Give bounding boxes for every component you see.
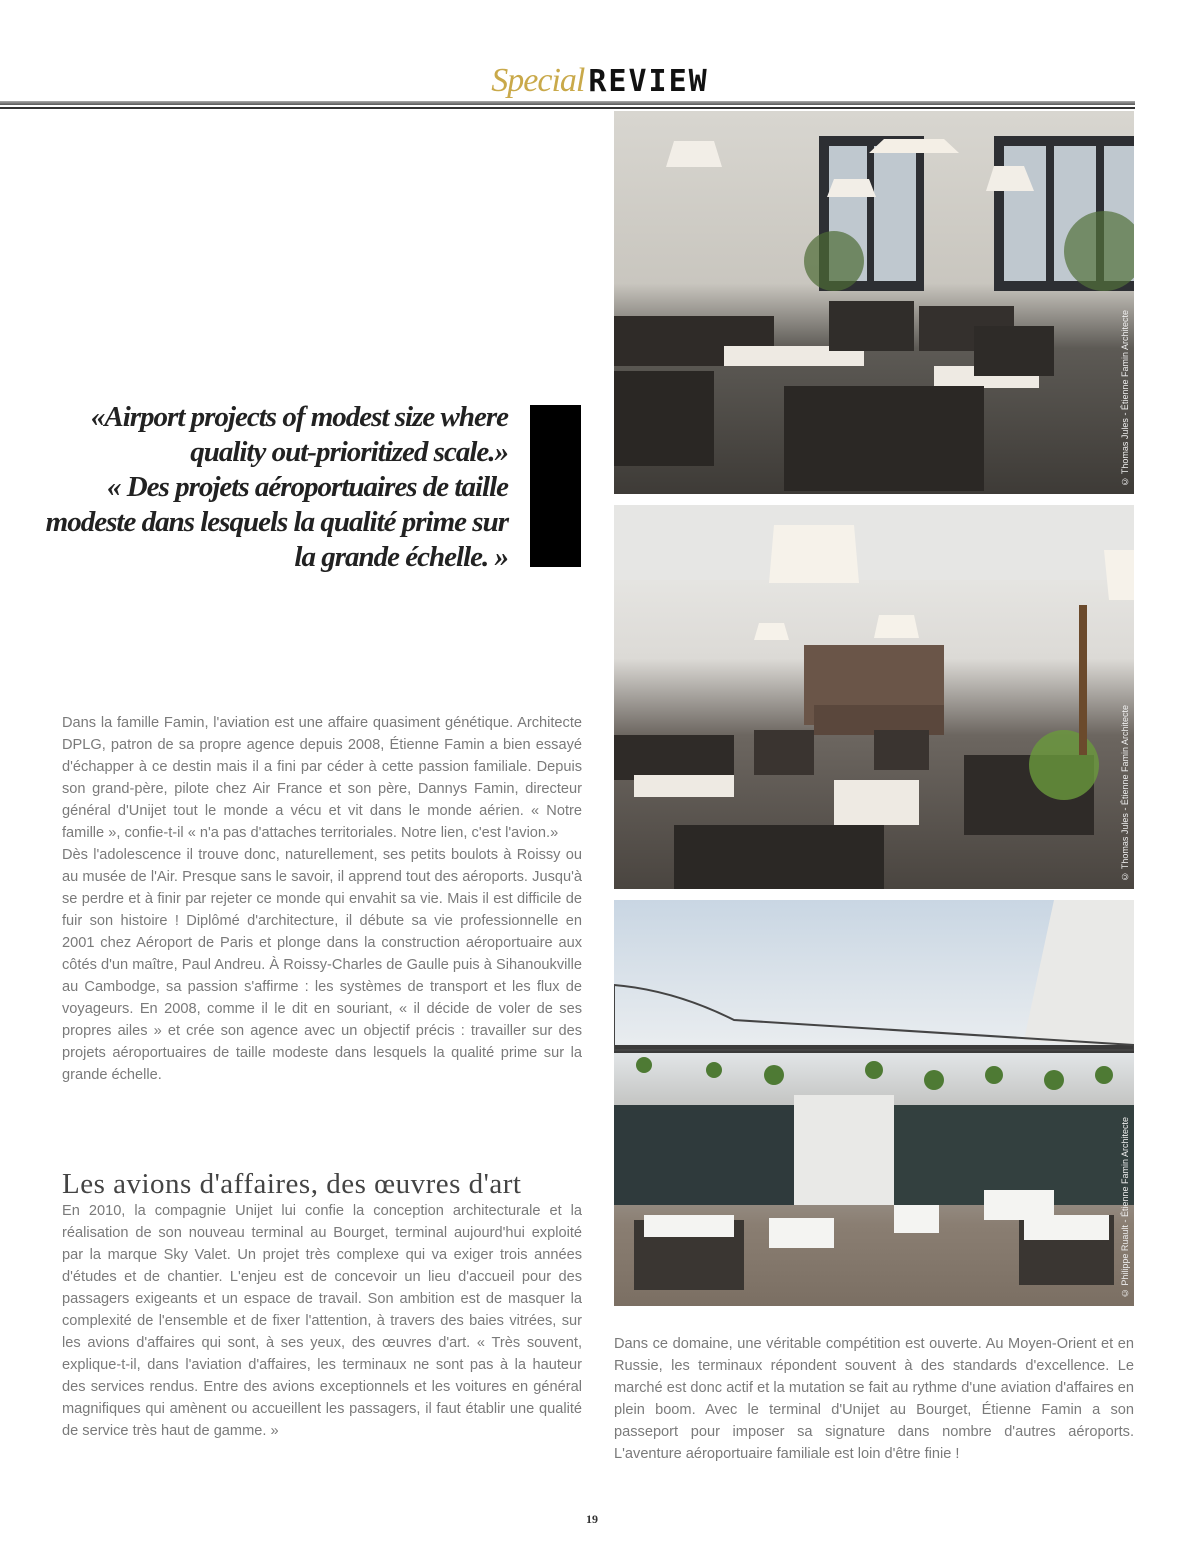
paragraph: En 2010, la compagnie Unijet lui confie la conception architecturale et la réalisation de son nouveau terminal au Bourget, terminal aujourd'hui exploité par la marque Sky Valet. Un projet très complexe qui va exiger trois années d'études et de chantier. L'enjeu est de concevoir un lieu d'accueil pour des passagers exigeants et un espace de travail. Son ambition est de masquer la complexité de l'ensemble et de fixer l'attention, à travers des baies vitrées, sur les avions d'affaires qui sont, à ses yeux, des œuvres d'art. « Très souvent, explique-t-il, dans l'aviation d'affaires, les terminaux ne sont pas à la hauteur des services rendus. Entre des avions exceptionnels et les voitures en général magnifiques qui amènent ou accueillent les passagers, il faut établir une qualité de service très haut de gamme. » [62,1203,582,1439]
photo-credit: © Philippe Ruault - Étienne Famin Architecte [1120,1116,1130,1298]
photo-lounge [614,111,1134,494]
article-intro [62,712,582,1086]
photo-credit: © Thomas Jules - Étienne Famin Architecte [1120,704,1130,881]
header-rule [0,101,1135,105]
paragraph: Dans la famille Famin, l'aviation est une affaire quasiment génétique. Architecte DPLG, patron de sa propre agence depuis 2008, Étienne Famin a bien essayé d'échapper à ce destin mais il a fini par céder à cette passion familiale. Depuis son grand-père, pilote chez Air France et son père, Dannys Famin, directeur général d'Unijet tout le monde a vécu et vit dans le monde aérien. « Notre famille », confie-t-il « n'a pas d'attaches territoriales. Notre lien, c'est l'avion.» [62,715,582,841]
section-header [0,62,1200,100]
quote-accent-bar [530,405,581,567]
header-special: Special [491,62,585,99]
paragraph: Dans ce domaine, une véritable compétition est ouverte. Au Moyen-Orient et en Russie, les terminaux répondent souvent à des standards d'excellence. Le marché est donc actif et la mutation se fait au rythme d'une aviation d'affaires en plein boom. Avec le terminal d'Unijet au Bourget, Étienne Famin a son passeport pour imposer sa signature dans nombre d'autres aéroports. L'aventure aéroportuaire familiale est loin d'être finie ! [614,1336,1134,1462]
pull-quote-french: « Des projets aéroportuaires de taille modeste dans lesquels la qualité prime sur la grande échelle. » [45,471,508,573]
article-closing [614,1333,1134,1465]
photo-credit: © Thomas Jules - Étienne Famin Architecte [1120,309,1130,486]
photo-lounge-bar [614,505,1134,889]
lounge-illustration [614,111,1134,494]
photo-terrace [614,900,1134,1306]
terrace-illustration [614,900,1134,1306]
article-section [62,1200,582,1442]
header-rule-thin [0,107,1135,109]
section-heading: Les avions d'affaires, des œuvres d'art [62,1168,522,1200]
header-review: REVIEW [588,64,709,99]
paragraph: Dès l'adolescence il trouve donc, naturellement, ses petits boulots à Roissy ou au musée de l'Air. Presque sans le savoir, il apprend tout des aéroports. Jusqu'à se perdre et à finir par rejeter ce monde qui envahit sa vie. Mais il est difficile de fuir son histoire ! Diplômé d'architecture, il débute sa vie professionnelle en 2001 chez Aéroport de Paris et plonge dans la construction aéroportuaire aux côtés d'un maître, Paul Andreu. À Roissy-Charles de Gaulle puis à Sihanoukville au Cambodge, sa passion s'affirme : les systèmes de transport et les flux de voyageurs. En 2008, comme il le dit en souriant, « il décide de voler de ses propres ailes » et crée son agence avec un objectif précis : travailler sur des projets aéroportuaires de taille modeste dans lesquels la qualité prime sur la grande échelle. [62,847,582,1083]
lounge-bar-illustration [614,505,1134,889]
pull-quote-english: «Airport projects of modest size where quality out-prioritized scale.» [90,401,508,468]
pull-quote [40,400,508,575]
page-number: 19 [586,1512,598,1526]
